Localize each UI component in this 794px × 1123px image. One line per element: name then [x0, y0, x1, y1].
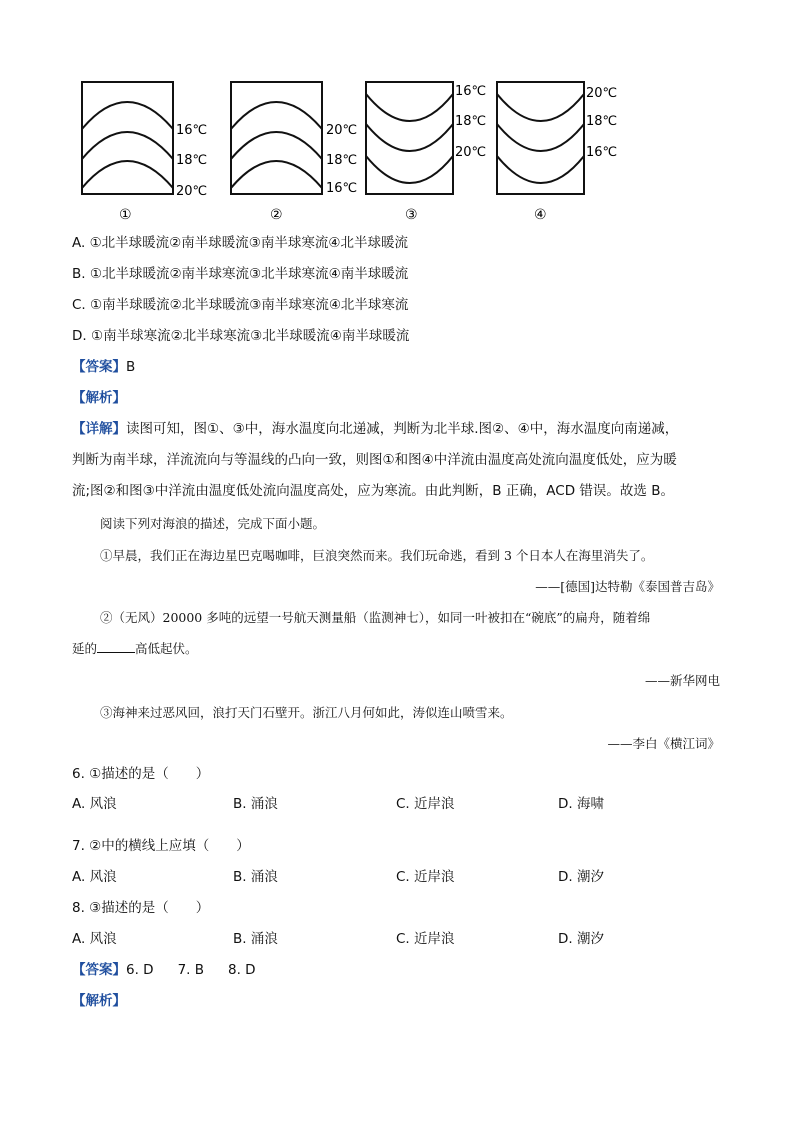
q5-option-c: C. ①南半球暖流②北半球暖流③南半球寒流④北半球寒流 [72, 297, 409, 313]
isotherm-figure [0, 76, 794, 226]
final-answer-tag: 【答案】 [72, 962, 126, 978]
q7-option-c: C. 近岸浪 [396, 869, 455, 885]
panel-2-temp-2: 18℃ [326, 153, 358, 168]
panel-4-temp-2: 18℃ [586, 114, 618, 129]
panel-1-temp-1: 16℃ [176, 123, 208, 138]
q7-option-b: B. 涌浪 [233, 869, 278, 885]
reading-intro: 阅读下列对海浪的描述，完成下面小题。 [100, 516, 326, 531]
panel-3-temp-3: 20℃ [455, 145, 487, 160]
panel-1-label: ① [119, 207, 132, 223]
panel-4-temp-1: 20℃ [586, 86, 618, 101]
q7-option-a: A. 风浪 [72, 869, 117, 885]
panel-2-temp-1: 20℃ [326, 123, 358, 138]
panel-4-temp-3: 16℃ [586, 145, 618, 160]
q6-option-b: B. 涌浪 [233, 796, 278, 812]
q8-option-c: C. 近岸浪 [396, 931, 455, 947]
panel-3 [366, 82, 486, 223]
panel-2-temp-3: 16℃ [326, 181, 358, 196]
q5-analysis-line [72, 388, 126, 408]
q8-option-b: B. 涌浪 [233, 931, 278, 947]
q5-answer: B [126, 359, 136, 375]
q5-detail-text-1: 读图可知，图①、③中，海水温度向北递减，判断为北半球.图②、④中，海水温度向南递减， [126, 421, 679, 437]
reading-paragraph-1: ①早晨，我们正在海边星巴克喝咖啡，巨浪突然而来。我们玩命逃，看到 3 个日本人在海里消失了。 [100, 548, 654, 563]
panel-2 [231, 82, 357, 223]
final-answer-line [72, 960, 256, 980]
panel-4-label: ④ [534, 207, 547, 223]
q7-stem: 7. ②中的横线上应填（ ） [72, 838, 250, 854]
panel-1 [82, 82, 207, 223]
reading-paragraph-2-line-1: ②（无风）20000 多吨的远望一号航天测量船（监测神七），如同一叶被扣在“碗底”的扁舟，随着绵 [100, 610, 651, 625]
panel-2-label: ② [270, 207, 283, 223]
final-answer-7: 7. B [177, 962, 205, 978]
panel-3-temp-1: 16℃ [455, 84, 487, 99]
q5-detail-line-3: 流;图②和图③中洋流由温度低处流向温度高处，应为寒流。由此判断，B 正确，ACD 错误。故选 B。 [72, 483, 674, 499]
reading-source-2: ——新华网电 [644, 673, 720, 688]
q5-option-d: D. ①南半球寒流②北半球寒流③北半球暖流④南半球暖流 [72, 328, 410, 344]
fill-blank [97, 638, 135, 653]
q6-stem: 6. ①描述的是（ ） [72, 766, 210, 782]
q7-option-d: D. 潮汐 [558, 869, 604, 885]
q5-detail-line-2: 判断为南半球，洋流流向与等温线的凸向一致，则图①和图④中洋流由温度高处流向温度低处，应为暖 [72, 452, 677, 468]
panel-3-temp-2: 18℃ [455, 114, 487, 129]
q6-option-a: A. 风浪 [72, 796, 117, 812]
reading-paragraph-2-line-2 [72, 638, 198, 659]
q8-option-d: D. 潮汐 [558, 931, 604, 947]
q5-answer-line [72, 357, 135, 377]
q6-option-d: D. 海啸 [558, 796, 604, 812]
panel-1-temp-3: 20℃ [176, 184, 208, 199]
final-answer-6: 6. D [126, 962, 154, 978]
analysis-tag: 【解析】 [72, 390, 126, 406]
panel-4 [497, 82, 617, 223]
q8-stem: 8. ③描述的是（ ） [72, 900, 210, 916]
final-answer-8: 8. D [228, 962, 256, 978]
paragraph-2-pre: 延的 [72, 641, 98, 656]
panel-3-label: ③ [405, 207, 418, 223]
q5-option-a: A. ①北半球暖流②南半球暖流③南半球寒流④北半球暖流 [72, 235, 408, 251]
reading-source-1: ——[德国]达特勒《泰国普吉岛》 [535, 579, 720, 594]
final-analysis-line [72, 991, 126, 1011]
panel-1-temp-2: 18℃ [176, 153, 208, 168]
q5-detail-line-1 [72, 419, 678, 439]
paragraph-2-post: 高低起伏。 [135, 641, 198, 656]
final-analysis-tag: 【解析】 [72, 993, 126, 1009]
q5-option-b: B. ①北半球暖流②南半球寒流③北半球寒流④南半球暖流 [72, 266, 409, 282]
q8-option-a: A. 风浪 [72, 931, 117, 947]
answer-tag: 【答案】 [72, 359, 126, 375]
q6-option-c: C. 近岸浪 [396, 796, 455, 812]
reading-source-3: ——李白《横江词》 [607, 736, 720, 751]
detail-tag: 【详解】 [72, 421, 126, 437]
reading-paragraph-3: ③海神来过恶风回，浪打天门石壁开。浙江八月何如此，涛似连山喷雪来。 [100, 705, 513, 720]
